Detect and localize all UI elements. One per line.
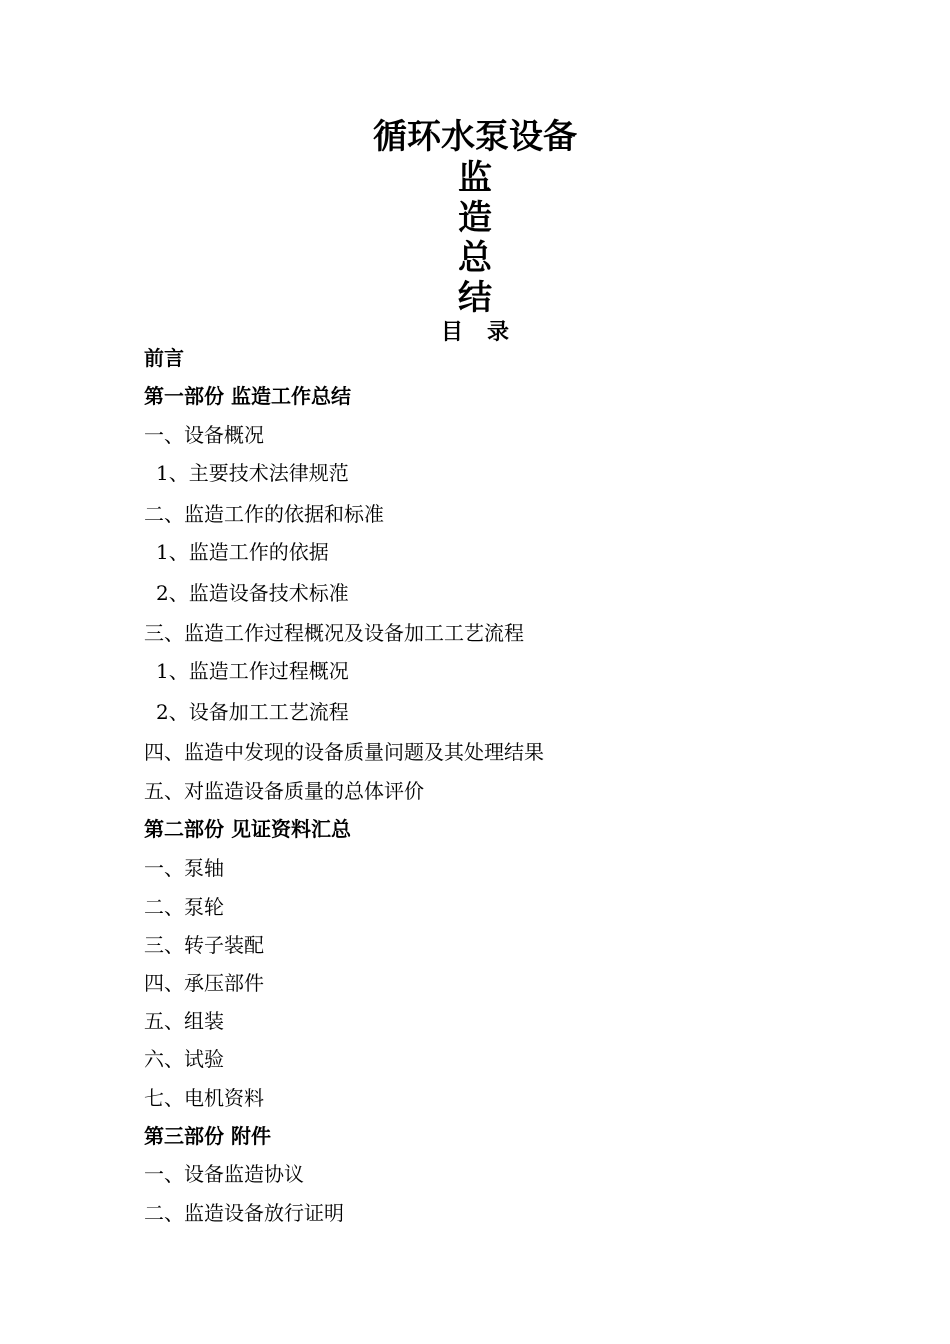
document-title [0, 116, 950, 318]
toc-item: 五、对监造设备质量的总体评价 [144, 779, 424, 803]
toc-item: 前言 [144, 346, 184, 370]
toc-item: 一、泵轴 [144, 856, 224, 880]
toc-item: 2、监造设备技术标准 [156, 581, 349, 605]
toc-item: 五、组装 [144, 1009, 224, 1033]
title-char-4: 结 [458, 278, 492, 318]
toc-item: 一、设备监造协议 [144, 1162, 304, 1186]
toc-heading-char-2: 录 [487, 320, 510, 345]
toc-item: 三、转子装配 [144, 933, 264, 957]
title-main: 循环水泵设备 [373, 117, 577, 157]
toc-heading-char-1: 目 [440, 320, 463, 345]
toc-heading [0, 315, 950, 346]
title-char-1: 监 [458, 158, 492, 198]
toc-item: 六、试验 [144, 1047, 224, 1071]
title-char-2: 造 [458, 198, 492, 238]
toc-item: 一、设备概况 [144, 423, 264, 447]
toc-item: 1、监造工作的依据 [156, 540, 329, 564]
toc-item: 四、承压部件 [144, 971, 264, 995]
toc-item: 第一部份 监造工作总结 [144, 384, 351, 408]
toc-item: 二、监造设备放行证明 [144, 1201, 344, 1225]
toc-item: 三、监造工作过程概况及设备加工工艺流程 [144, 621, 524, 645]
toc-item: 1、主要技术法律规范 [156, 461, 349, 485]
toc-item: 第二部份 见证资料汇总 [144, 817, 351, 841]
toc-item: 二、泵轮 [144, 895, 224, 919]
toc-item: 二、监造工作的依据和标准 [144, 502, 384, 526]
toc-item: 七、电机资料 [144, 1086, 264, 1110]
toc-item: 1、监造工作过程概况 [156, 659, 349, 683]
toc-item: 第三部份 附件 [144, 1124, 271, 1148]
toc-item: 2、设备加工工艺流程 [156, 700, 349, 724]
title-char-3: 总 [458, 238, 492, 278]
toc-item: 四、监造中发现的设备质量问题及其处理结果 [144, 740, 544, 764]
